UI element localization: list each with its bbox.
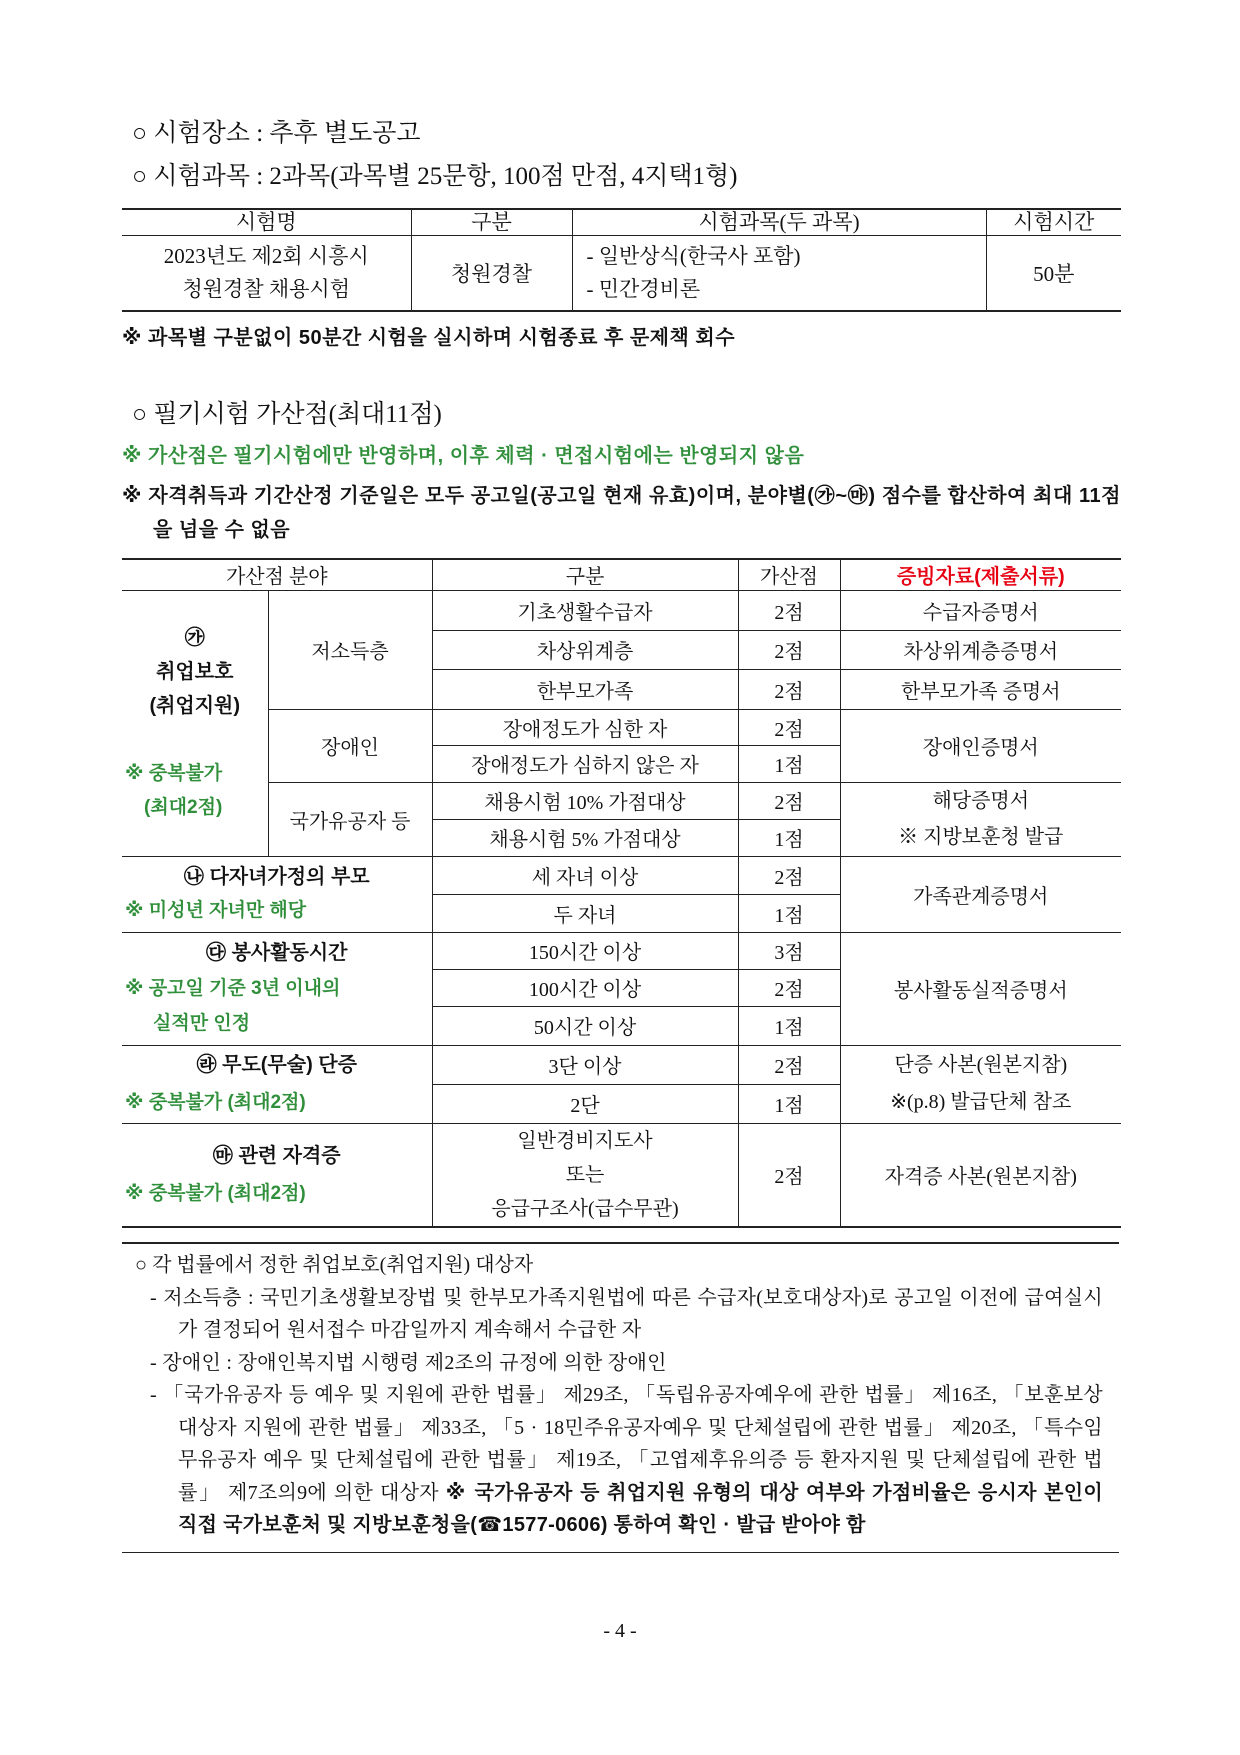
table-row <box>122 932 1121 969</box>
exam-name-line: 청원경찰 채용시험 <box>182 276 351 301</box>
header-field: 가산점 분야 <box>122 559 432 590</box>
item-cell: 채용시험 10% 가점대상 <box>432 782 738 819</box>
table-row <box>122 235 1121 311</box>
field-multi-child <box>122 856 432 932</box>
points-cell: 2점 <box>738 969 840 1006</box>
field-title: ㉱ 무도(무술) 단증 <box>196 1054 357 1076</box>
bonus-title: ○ 필기시험 가산점(최대11점) <box>132 401 442 428</box>
table-row <box>122 709 1121 745</box>
points-cell: 2점 <box>738 590 840 630</box>
proof-cell <box>840 1045 1121 1123</box>
proof-cell: 한부모가족 증명서 <box>840 669 1121 709</box>
header-subjects: 시험과목(두 과목) <box>572 209 986 235</box>
proof-cell <box>840 782 1121 856</box>
points-cell: 2점 <box>738 1045 840 1084</box>
proof-cell: 가족관계증명서 <box>840 856 1121 932</box>
table-row <box>122 590 1121 630</box>
points-cell: 2점 <box>738 1123 840 1227</box>
item-cell: 50시간 이상 <box>432 1006 738 1045</box>
eligibility-veterans-text: - 「국가유공자 등 예우 및 지원에 관한 법률」 제29조, 「독립유공자예우에 관한 법률」 제16조, 「보훈보상대상자 지원에 관한 법률」 제33조, 「5 · 18민주유공자예우 및 단체설립에 관한 법률」 제20조, 「특수임무유공자 예우 및 단체설립에 관한 법률」 제19조, 「고엽제후유의증 등 환자지원 및 단체설립에 관한 법률」 제7조의9에 의한 대상자 <box>150 1384 1103 1504</box>
header-exam-name: 시험명 <box>122 209 411 235</box>
points-cell: 1점 <box>738 745 840 782</box>
exam-name-cell <box>122 235 411 311</box>
subfield-low-income: 저소득층 <box>268 590 432 709</box>
field-note: (최대2점) <box>144 796 223 818</box>
points-cell: 3점 <box>738 932 840 969</box>
exam-table <box>122 208 1121 312</box>
header-proof: 증빙자료(제출서류) <box>840 559 1121 590</box>
item-cell: 장애정도가 심하지 않은 자 <box>432 745 738 782</box>
item-cell: 한부모가족 <box>432 669 738 709</box>
header-category: 구분 <box>432 559 738 590</box>
item-line: 일반경비지도사 <box>517 1129 653 1152</box>
points-cell: 1점 <box>738 894 840 932</box>
exam-note: ※ 과목별 구분없이 50분간 시험을 실시하며 시험종료 후 문제책 회수 <box>122 327 736 349</box>
exam-category-cell: 청원경찰 <box>411 235 572 311</box>
exam-table-header-row <box>122 209 1121 235</box>
header-points: 가산점 <box>738 559 840 590</box>
subject-item: - 민간경비론 <box>586 276 701 301</box>
field-martial-arts <box>122 1045 432 1123</box>
exam-place-line: ○ 시험장소 : 추후 별도공고 <box>132 120 421 147</box>
subject-item: - 일반상식(한국사 포함) <box>586 243 801 268</box>
subfield-disabled: 장애인 <box>268 709 432 782</box>
eligibility-box <box>122 1242 1119 1553</box>
points-cell: 2점 <box>738 856 840 894</box>
table-row <box>122 1045 1121 1084</box>
field-volunteer <box>122 932 432 1045</box>
field-note: ※ 중복불가 (최대2점) <box>125 1182 306 1204</box>
exam-subjects-cell <box>572 235 986 311</box>
header-time: 시험시간 <box>986 209 1121 235</box>
bonus-note-basis: ※ 자격취득과 기간산정 기준일은 모두 공고일(공고일 현재 유효)이며, 분야별(㉮~㉲) 점수를 합산하여 최대 11점을 넘을 수 없음 <box>122 485 1121 541</box>
bonus-table-header-row <box>122 559 1121 590</box>
proof-cell: 장애인증명서 <box>840 709 1121 782</box>
exam-subjects-line: ○ 시험과목 : 2과목(과목별 25문항, 100점 만점, 4지택1형) <box>132 163 738 190</box>
field-subtitle: (취업지원) <box>149 694 241 717</box>
points-cell: 1점 <box>738 1084 840 1123</box>
proof-line: 단증 사본(원본지참) <box>894 1054 1068 1076</box>
proof-line: 해당증명서 <box>932 790 1030 812</box>
exam-name-line: 2023년도 제2회 시흥시 <box>163 243 369 268</box>
field-note: ※ 공고일 기준 3년 이내의 <box>125 978 341 999</box>
proof-cell: 봉사활동실적증명서 <box>840 932 1121 1045</box>
eligibility-title: ○ 각 법률에서 정한 취업보호(취업지원) 대상자 <box>135 1254 534 1276</box>
points-cell: 1점 <box>738 1006 840 1045</box>
header-category: 구분 <box>411 209 572 235</box>
page-number: - 4 - <box>603 1620 637 1642</box>
proof-line: ※ 지방보훈청 발급 <box>898 826 1064 848</box>
proof-line: ※(p.8) 발급단체 참조 <box>890 1091 1072 1113</box>
field-title: ㉲ 관련 자격증 <box>212 1144 341 1167</box>
bonus-note-reflect: ※ 가산점은 필기시험에만 반영하며, 이후 체력 · 면접시험에는 반영되지 않음 <box>122 445 805 467</box>
field-title: ㉯ 다자녀가정의 부모 <box>183 866 370 888</box>
field-note: ※ 중복불가 <box>125 762 223 784</box>
field-title: 취업보호 <box>156 660 234 683</box>
field-title: ㉰ 봉사활동시간 <box>206 942 348 964</box>
item-cell: 150시간 이상 <box>432 932 738 969</box>
table-row <box>122 1123 1121 1227</box>
points-cell: 2점 <box>738 630 840 669</box>
item-cell: 기초생활수급자 <box>432 590 738 630</box>
item-cell <box>432 1123 738 1227</box>
eligibility-veterans-note: ※ 국가유공자 등 취업지원 유형의 대상 여부와 가점비율은 응시자 본인이 직접 국가보훈처 및 지방보훈청을(☎1577-0606) 통하여 확인 · 발급 받아야 함 <box>178 1481 1103 1536</box>
eligibility-disabled: - 장애인 : 장애인복지법 시행령 제2조의 규정에 의한 장애인 <box>150 1351 667 1374</box>
item-cell: 2단 <box>432 1084 738 1123</box>
item-cell: 3단 이상 <box>432 1045 738 1084</box>
eligibility-veterans <box>150 1379 1103 1542</box>
proof-cell: 자격증 사본(원본지참) <box>840 1123 1121 1227</box>
points-cell: 2점 <box>738 709 840 745</box>
field-note: ※ 미성년 자녀만 해당 <box>125 900 307 921</box>
table-row <box>122 782 1121 819</box>
subfield-veterans: 국가유공자 등 <box>268 782 432 856</box>
item-line: 응급구조사(급수무관) <box>491 1197 679 1220</box>
item-line: 또는 <box>565 1163 605 1186</box>
item-cell: 장애정도가 심한 자 <box>432 709 738 745</box>
proof-cell: 차상위계층증명서 <box>840 630 1121 669</box>
points-cell: 1점 <box>738 819 840 856</box>
field-mark: ㉮ <box>184 626 205 649</box>
points-cell: 2점 <box>738 782 840 819</box>
table-row <box>122 856 1121 894</box>
exam-time-cell: 50분 <box>986 235 1121 311</box>
proof-cell: 수급자증명서 <box>840 590 1121 630</box>
item-cell: 두 자녀 <box>432 894 738 932</box>
field-note: ※ 중복불가 (최대2점) <box>125 1092 306 1113</box>
eligibility-low-income: - 저소득층 : 국민기초생활보장법 및 한부모가족지원법에 따른 수급자(보호대상자)로 공고일 이전에 급여실시가 결정되어 원서접수 마감일까지 계속해서 수급한 자 <box>150 1286 1103 1341</box>
field-note: 실적만 인정 <box>153 1013 251 1034</box>
field-license <box>122 1123 432 1227</box>
item-cell: 100시간 이상 <box>432 969 738 1006</box>
item-cell: 세 자녀 이상 <box>432 856 738 894</box>
field-employment <box>122 590 268 856</box>
bonus-table <box>122 558 1121 1228</box>
item-cell: 채용시험 5% 가점대상 <box>432 819 738 856</box>
points-cell: 2점 <box>738 669 840 709</box>
item-cell: 차상위계층 <box>432 630 738 669</box>
